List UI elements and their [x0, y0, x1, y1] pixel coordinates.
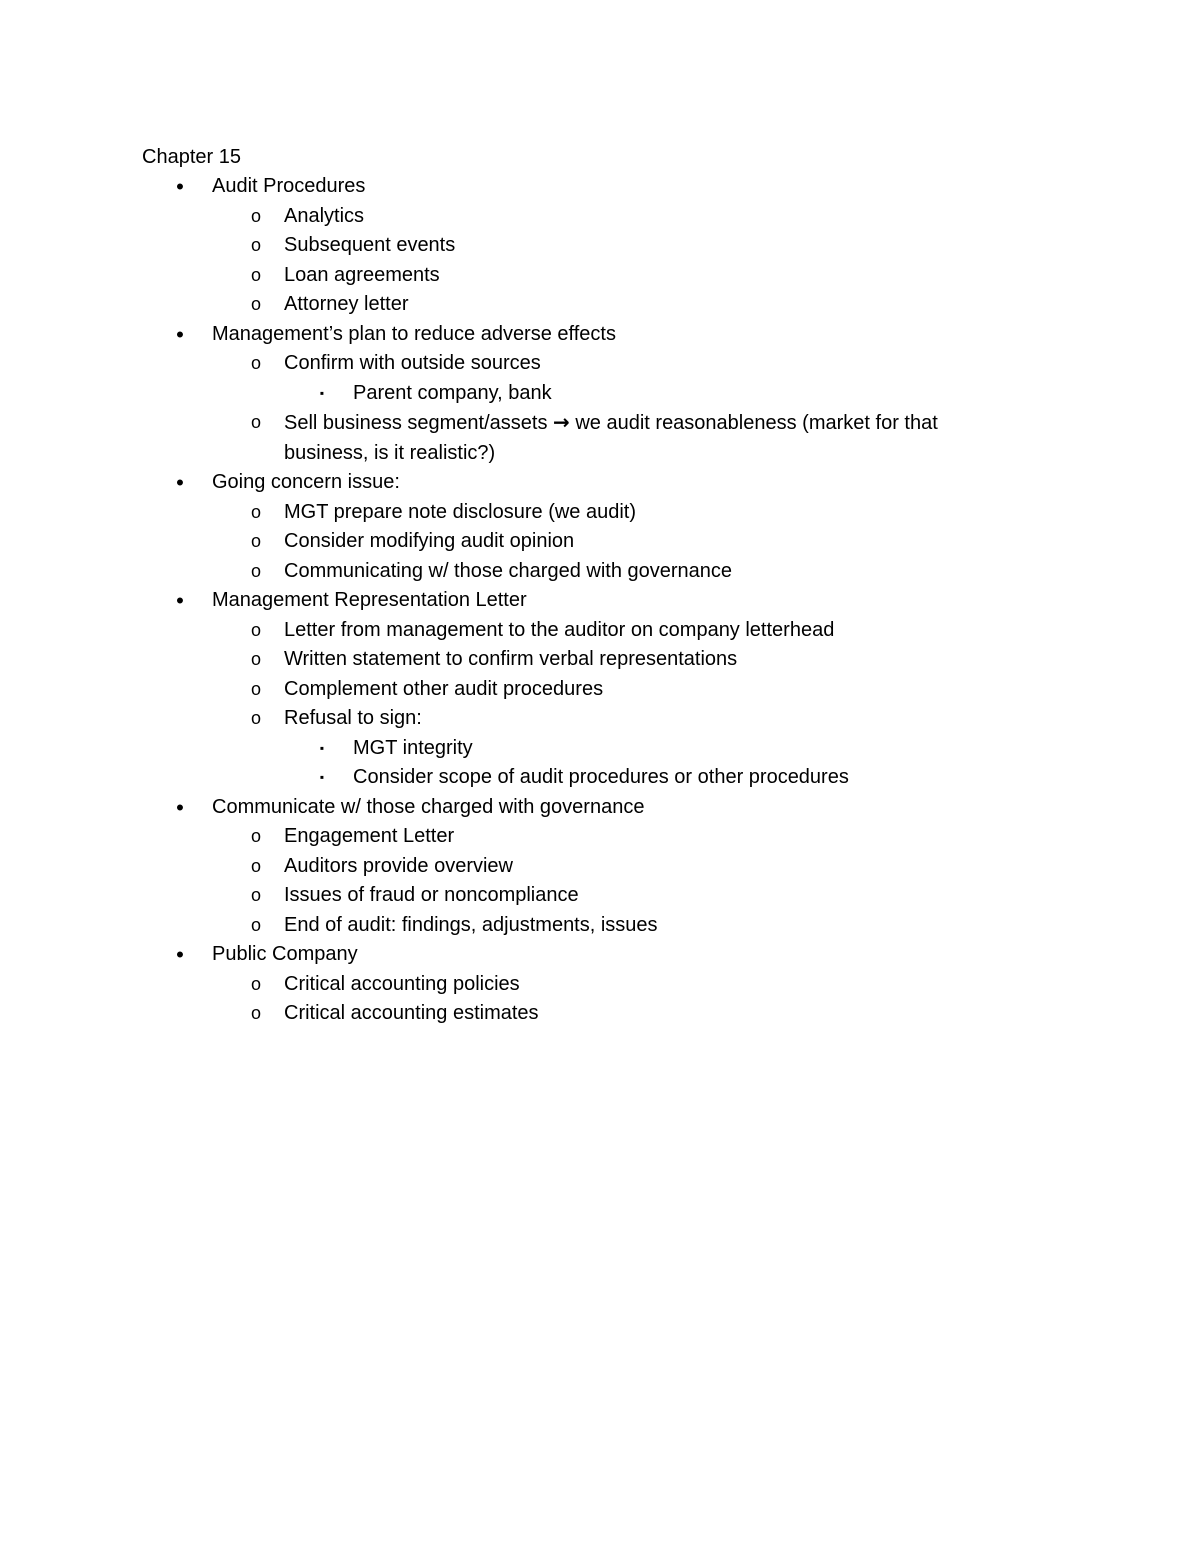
bullet-marker: o — [250, 264, 261, 285]
bullet-marker: o — [250, 501, 261, 522]
document-title: Chapter 15 — [142, 146, 241, 168]
list-item-text: Engagement Letter — [284, 825, 455, 847]
section-label: Audit Procedures — [212, 175, 366, 197]
bullet-marker: o — [250, 1003, 261, 1023]
list-item — [142, 290, 1042, 320]
bullet-marker: o — [250, 235, 261, 255]
section-heading — [142, 940, 1042, 970]
bullet-marker: o — [250, 649, 261, 669]
sub-list-item — [142, 734, 1042, 764]
bullet-marker: ▪ — [319, 740, 325, 755]
bullet-marker: ▪ — [319, 770, 325, 784]
list-item-text: Refusal to sign: — [284, 707, 422, 729]
sub-list-item — [142, 763, 1042, 793]
list-item — [142, 852, 1042, 882]
list-item — [142, 408, 1004, 468]
bullet-marker: • — [176, 321, 184, 347]
list-item — [142, 231, 1042, 261]
list-item-text: Written statement to confirm verbal representations — [284, 648, 738, 670]
bullet-marker: o — [250, 294, 261, 314]
bullet-marker: o — [250, 885, 261, 905]
sub-list-item-text: Parent company, bank — [353, 381, 552, 404]
list-item-text: Issues of fraud or noncompliance — [284, 884, 579, 906]
bullet-marker: o — [250, 531, 261, 551]
list-item — [142, 645, 1042, 675]
list-item-text: Complement other audit procedures — [284, 677, 604, 700]
section-heading — [142, 320, 1042, 350]
list-item-text: MGT prepare note disclosure (we audit) — [284, 500, 637, 523]
bullet-marker: o — [250, 826, 261, 846]
bullet-marker: o — [250, 412, 261, 432]
bullet-marker: o — [250, 914, 261, 935]
section-heading — [142, 586, 1042, 616]
bullet-marker: o — [250, 619, 261, 640]
list-item — [142, 704, 1042, 734]
list-item-text: Auditors provide overview — [284, 854, 513, 877]
section-label: Communicate w/ those charged with governance — [212, 795, 645, 818]
list-item-text: Critical accounting policies — [284, 972, 520, 995]
bullet-marker: o — [250, 708, 261, 728]
bullet-marker: o — [250, 560, 261, 581]
list-item-text: Subsequent events — [284, 234, 456, 256]
list-item — [142, 881, 1042, 911]
list-item — [142, 999, 1042, 1029]
sub-list-item-text: MGT integrity — [353, 736, 473, 759]
section-heading — [142, 172, 1042, 202]
section-heading — [142, 468, 1042, 498]
sub-list-item — [142, 379, 1042, 409]
bullet-marker: o — [250, 205, 261, 226]
list-item — [142, 675, 1042, 705]
list-item — [142, 349, 1042, 379]
bullet-marker: o — [250, 855, 261, 876]
list-item — [142, 970, 1042, 1000]
list-item — [142, 527, 1042, 557]
bullet-marker: • — [176, 794, 184, 820]
list-item — [142, 822, 1042, 852]
list-item-text: we audit reasonableness (market for that business, is it realistic?) — [284, 412, 938, 464]
section-label: Management Representation Letter — [212, 589, 527, 611]
list-item-text: Critical accounting estimates — [284, 1002, 539, 1024]
section-heading — [142, 793, 1042, 823]
list-item-text: End of audit: findings, adjustments, issues — [284, 913, 658, 936]
section-label: Going concern issue: — [212, 471, 400, 493]
bullet-marker: o — [250, 678, 261, 699]
list-item-text: Communicating w/ those charged with governance — [284, 559, 733, 582]
list-item — [142, 911, 1042, 941]
bullet-marker: • — [176, 174, 184, 199]
bullet-marker: • — [176, 588, 184, 613]
bullet-marker: o — [250, 973, 261, 994]
list-item-text: Sell business segment/assets — [284, 412, 554, 434]
sub-list-item-text: Consider scope of audit procedures or other procedures — [353, 766, 849, 788]
list-item-text: Letter from management to the auditor on company letterhead — [284, 618, 835, 641]
list-item — [142, 261, 1042, 291]
list-item-text: Loan agreements — [284, 263, 440, 286]
section-label: Public Company — [212, 943, 358, 965]
bullet-marker: • — [176, 942, 184, 967]
section-label: Management’s plan to reduce adverse effects — [212, 322, 616, 345]
list-item-text: Attorney letter — [284, 293, 409, 315]
list-item — [142, 498, 1042, 528]
bullet-marker: • — [176, 470, 184, 495]
list-item-text: Analytics — [284, 204, 365, 227]
document-body — [142, 142, 1042, 1029]
right-arrow-icon: → — [553, 410, 570, 434]
list-item-text: Consider modifying audit opinion — [284, 530, 575, 552]
list-item — [142, 557, 1042, 587]
bullet-marker: o — [250, 353, 261, 373]
list-item — [142, 616, 1042, 646]
bullet-marker: ▪ — [319, 385, 325, 400]
list-item — [142, 202, 1042, 232]
list-item-text: Confirm with outside sources — [284, 352, 541, 374]
